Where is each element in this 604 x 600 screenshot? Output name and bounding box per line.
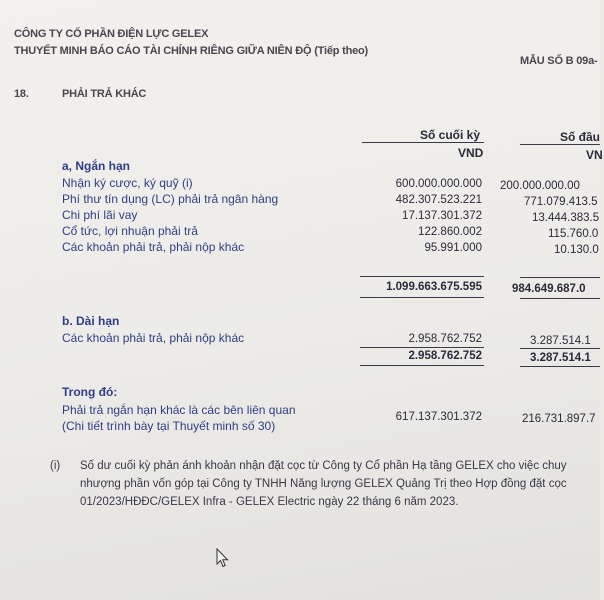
row-label: Các khoản phải trả, phải nộp khác [62, 331, 245, 345]
row-end-value: 17.137.301.372 [402, 210, 482, 222]
column-end-underline [362, 142, 484, 143]
column-begin-unit: VN [586, 148, 603, 162]
related-party-end-value: 617.137.301.372 [395, 411, 482, 423]
row-end-value: 482.307.523.221 [395, 194, 482, 206]
row-begin-value: 200.000.000.00 [500, 180, 580, 192]
row-label: Chi phí lãi vay [62, 208, 138, 222]
long-term-total-end: 2.958.762.752 [408, 350, 482, 362]
form-number: MẪU SỐ B 09a- [520, 55, 598, 67]
of-which-heading: Trong đó: [62, 385, 118, 399]
report-subtitle: THUYẾT MINH BÁO CÁO TÀI CHÍNH RIÊNG GIỮA NIÊN ĐỘ (Tiếp theo) [14, 45, 369, 57]
mouse-pointer-icon [216, 548, 230, 568]
company-name: CÔNG TY CỔ PHẦN ĐIỆN LỰC GELEX [14, 28, 209, 40]
row-label: Cổ tức, lợi nhuận phải trả [62, 224, 198, 238]
long-term-total-line [360, 347, 484, 348]
row-end-value: 122.860.002 [418, 226, 482, 238]
row-label: Nhận ký cược, ký quỹ (i) [62, 176, 193, 190]
column-begin-label: Số đầu [560, 130, 601, 144]
row-end-value: 600.000.000.000 [395, 178, 482, 190]
row-begin-value: 10.130.0 [554, 244, 599, 256]
column-end-unit: VND [458, 146, 484, 160]
footnote-line: Số dư cuối kỳ phản ánh khoản nhận đặt cọc từ Công ty Cổ phần Hạ tầng GELEX cho việc chuy [80, 460, 567, 472]
related-party-note: (Chi tiết trình bày tại Thuyết minh số 30) [62, 419, 276, 433]
row-begin-value: 13.444.383.5 [532, 212, 600, 224]
long-term-total-begin: 3.287.514.1 [530, 352, 591, 364]
short-term-total-underline [360, 297, 484, 298]
short-term-total-end: 1.099.663.675.595 [386, 281, 482, 293]
section-number: 18. [14, 88, 29, 100]
row-label: Phí thư tín dụng (LC) phải trả ngân hàng [62, 192, 279, 206]
long-term-heading: b. Dài hạn [62, 314, 120, 328]
short-term-total-begin: 984.649.687.0 [512, 283, 586, 295]
short-term-total-underline-begin [520, 298, 600, 299]
short-term-total-line-begin [520, 277, 600, 278]
footnote-line: 01/2023/HĐĐC/GELEX Infra - GELEX Electric ngày 22 tháng 6 năm 2023. [80, 496, 459, 508]
column-end-label: Số cuối kỳ [420, 128, 481, 142]
row-end-value: 95.991.000 [424, 242, 482, 254]
footnote-line: nhượng phần vốn góp tại Công ty TNHH Năng lượng GELEX Quảng Trị theo Hợp đồng đặt cọc [80, 478, 567, 490]
row-begin-value: 3.287.514.1 [530, 335, 591, 347]
related-party-label: Phải trả ngắn hạn khác là các bên liên quan [62, 403, 296, 417]
long-term-total-underline [360, 365, 484, 366]
long-term-total-line-begin [520, 348, 600, 349]
related-party-begin-value: 216.731.897.7 [522, 413, 596, 425]
column-begin-underline [520, 144, 600, 145]
row-label: Các khoản phải trả, phải nộp khác [62, 240, 245, 254]
short-term-heading: a, Ngắn hạn [62, 159, 131, 173]
row-begin-value: 115.760.0 [548, 228, 599, 240]
row-end-value: 2.958.762.752 [408, 333, 482, 345]
section-title: PHẢI TRẢ KHÁC [62, 88, 147, 100]
footnote-marker: (i) [50, 460, 61, 472]
short-term-total-line [360, 276, 484, 277]
row-begin-value: 771.079.413.5 [524, 196, 598, 208]
long-term-total-underline-begin [520, 366, 600, 367]
